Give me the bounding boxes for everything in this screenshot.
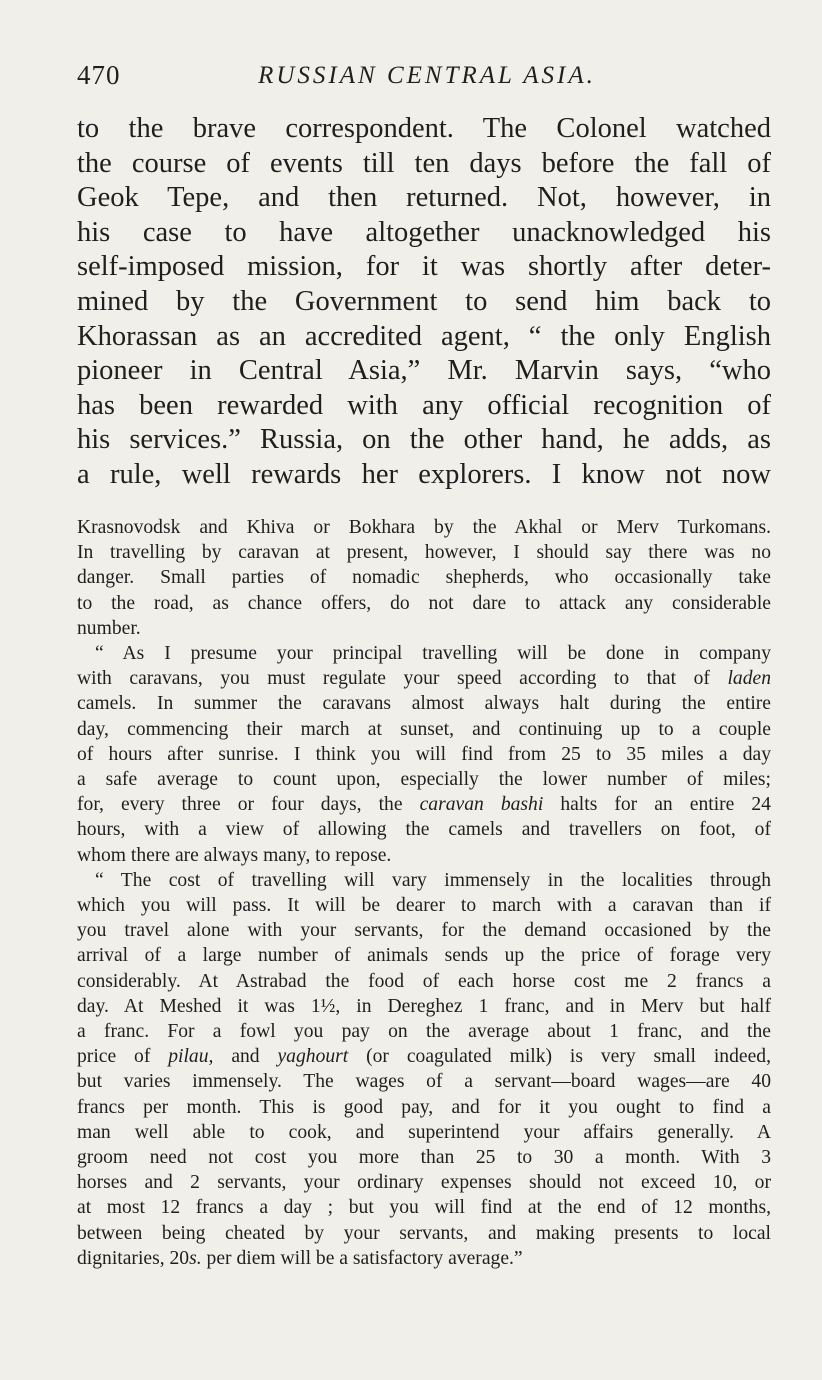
body-line: Geok Tepe, and then returned. Not, however, in — [77, 182, 771, 214]
note-line: arrival of a large number of animals sends up the price of forage very — [77, 945, 771, 967]
body-line: his services.” Russia, on the other hand, he adds, as — [77, 424, 771, 456]
body-line: the course of events till ten days before the fall of — [77, 147, 771, 179]
italic-word: laden — [727, 668, 771, 690]
note-line: but varies immensely. The wages of a servant—board wages—are 40 — [77, 1071, 771, 1093]
page-number: 470 — [77, 60, 121, 90]
note-line — [77, 792, 771, 817]
note-text-run: dignitaries, 20 — [77, 1247, 190, 1269]
note-text-run: and — [213, 1046, 278, 1068]
body-line: to the brave correspondent. The Colonel watched — [77, 113, 771, 144]
note-text-run: (or coagulated milk) is very small indeed, — [348, 1046, 771, 1068]
note-line: In travelling by caravan at present, however, I should say there was no — [77, 542, 771, 564]
body-line: has been rewarded with any official recognition of — [77, 389, 771, 421]
note-line: whom there are always many, to repose. — [77, 844, 392, 866]
note-line: you travel alone with your servants, for the demand occasioned by the — [77, 920, 771, 942]
note-line: number. — [77, 617, 141, 639]
italic-phrase: caravan bashi — [419, 794, 544, 816]
note-text-run: with caravans, you must regulate your speed according to that of — [77, 668, 728, 690]
note-text-run: per diem will be a satisfactory average.” — [201, 1247, 523, 1269]
note-text-run: price of — [77, 1046, 169, 1068]
page-header — [77, 60, 777, 94]
note-line: considerably. At Astrabad the food of each horse cost me 2 francs a — [77, 970, 771, 992]
italic-word: yaghourt — [277, 1046, 349, 1068]
note-line: day, commencing their march at sunset, and continuing up to a couple — [77, 718, 771, 740]
note-line: francs per month. This is good pay, and for it you ought to find a — [77, 1096, 771, 1118]
note-line — [77, 1246, 771, 1271]
note-line: camels. In summer the caravans almost always halt during the entire — [77, 693, 771, 715]
body-line: pioneer in Central Asia,” Mr. Marvin says, “who — [77, 355, 771, 387]
footnote-text — [77, 515, 771, 1271]
note-line: “ The cost of travelling will vary immensely in the localities through — [95, 869, 771, 891]
body-line: a rule, well rewards her explorers. I know not now — [77, 458, 771, 490]
body-line: mined by the Government to send him back to — [77, 285, 771, 317]
note-text-run: for, every three or four days, the — [77, 794, 420, 816]
body-line: Khorassan as an accredited agent, “ the only English — [77, 320, 771, 352]
note-line: to the road, as chance offers, do not dare to attack any considerable — [77, 592, 771, 614]
note-line — [77, 666, 771, 691]
note-line: hours, with a view of allowing the camels and travellers on foot, of — [77, 819, 771, 841]
note-line: groom need not cost you more than 25 to 30 a month. With 3 — [77, 1147, 771, 1169]
note-line: danger. Small parties of nomadic shepherds, who occasionally take — [77, 567, 771, 589]
note-line: which you will pass. It will be dearer to march with a caravan than if — [77, 895, 771, 917]
note-line: a franc. For a fowl you pay on the average about 1 franc, and the — [77, 1021, 771, 1043]
note-line: Krasnovodsk and Khiva or Bokhara by the Akhal or Merv Turkomans. — [77, 517, 771, 538]
body-line: his case to have altogether unacknowledged his — [77, 216, 771, 248]
note-line: a safe average to count upon, especially the lower number of miles; — [77, 769, 771, 791]
body-line: self-imposed mission, for it was shortly after deter- — [77, 251, 771, 283]
note-line: day. At Meshed it was 1½, in Dereghez 1 franc, and in Merv but half — [77, 995, 771, 1017]
italic-word: s. — [189, 1247, 202, 1269]
note-line: at most 12 francs a day ; but you will find at the end of 12 months, — [77, 1197, 771, 1219]
note-line: man well able to cook, and superintend your affairs generally. A — [77, 1121, 771, 1143]
running-title: RUSSIAN CENTRAL ASIA. — [258, 62, 596, 89]
note-line: between being cheated by your servants, and making presents to local — [77, 1222, 771, 1244]
note-line — [77, 1044, 771, 1069]
note-line: of hours after sunrise. I think you will find from 25 to 35 miles a day — [77, 743, 771, 765]
italic-word: pilau, — [168, 1046, 214, 1068]
note-text-run: halts for an entire 24 — [543, 794, 771, 816]
note-line: “ As I presume your principal travelling will be done in company — [95, 643, 771, 665]
note-line: horses and 2 servants, your ordinary expenses should not exceed 10, or — [77, 1172, 771, 1194]
main-body-text — [77, 112, 771, 493]
